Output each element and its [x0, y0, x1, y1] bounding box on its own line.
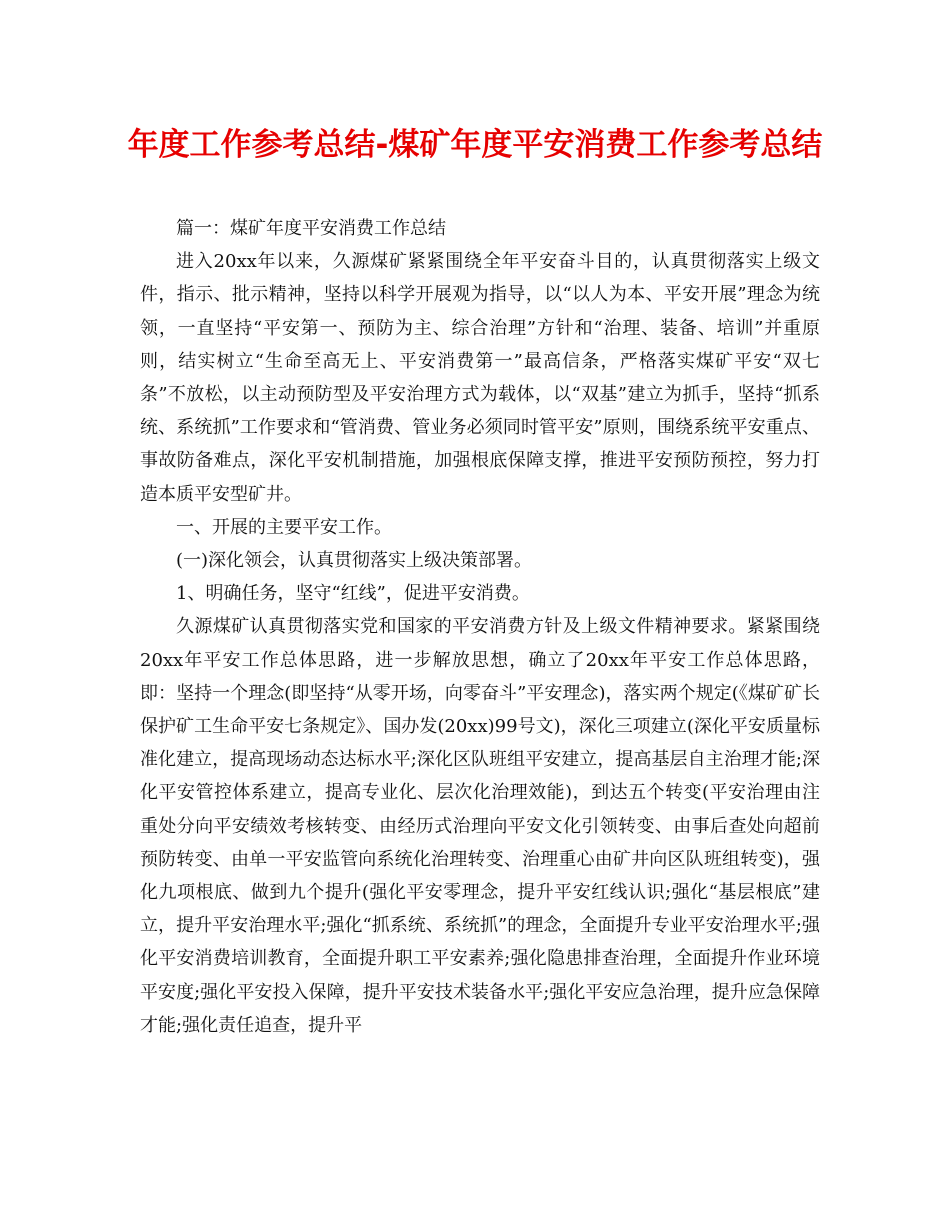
subsection-heading: (一)深化领会，认真贯彻落实上级决策部署。 — [176, 550, 533, 572]
paragraph-intro: 进入20xx年以来，久源煤矿紧紧围绕全年平安奋斗目的，认真贯彻落实上级文件，指示、批示精神，坚持以科学开展观为指导，以“以人为本、平安开展”理念为统领，一直坚持“平安第一、预防为主、综合治理”方针和“治理、装备、培训”并重原则，结实树立“生命至高无上、平安消费第一”最高信条，严格落实煤矿平安“双七条”不放松，以主动预防型及平安治理方式为载体，以“双基”建立为抓手，坚持“抓系统、系统抓”工作要求和“管消费、管业务必须同时管平安”原则，围绕系统平安重点、事故防备难点，深化平安机制措施，加强根底保障支撑，推进平安预防预控，努力打造本质平安型矿井。 — [140, 251, 820, 505]
paragraph-detail: 久源煤矿认真贯彻落实党和国家的平安消费方针及上级文件精神要求。紧紧围绕20xx年平安工作总体思路，进一步解放思想，确立了20xx年平安工作总体思路，即：坚持一个理念(即坚持“从零开场，向零奋斗”平安理念)，落实两个规定(《煤矿矿长保护矿工生命平安七条规定》、国办发(20xx)99号文)，深化三项建立(深化平安质量标准化建立，提高现场动态达标水平;深化区队班组平安建立，提高基层自主治理才能;深化平安管控体系建立，提高专业化、层次化治理效能)，到达五个转变(平安治理由注重处分向平安绩效考核转变、由经历式治理向平安文化引领转变、由事后查处向超前预防转变、由单一平安监管向系统化治理转变、治理重心由矿井向区队班组转变)，强化九项根底、做到九个提升(强化平安零理念，提升平安红线认识;强化“基层根底”建立，提升平安治理水平;强化“抓系统、系统抓”的理念，全面提升专业平安治理水平;强化平安消费培训教育，全面提升职工平安素养;强化隐患排查治理，全面提升作业环境平安度;强化平安投入保障，提升平安技术装备水平;强化平安应急治理，提升应急保障才能;强化责任追查，提升平 — [140, 616, 820, 1036]
paragraph-heading: 篇一：煤矿年度平安消费工作总结 — [176, 218, 446, 239]
section-heading: 一、开展的主要平安工作。 — [176, 516, 392, 538]
document-title: 年度工作参考总结-煤矿年度平安消费工作参考总结 — [127, 127, 823, 163]
document-body — [140, 212, 820, 1042]
item-heading: 1、明确任务，坚守“红线”，促进平安消费。 — [176, 583, 530, 605]
